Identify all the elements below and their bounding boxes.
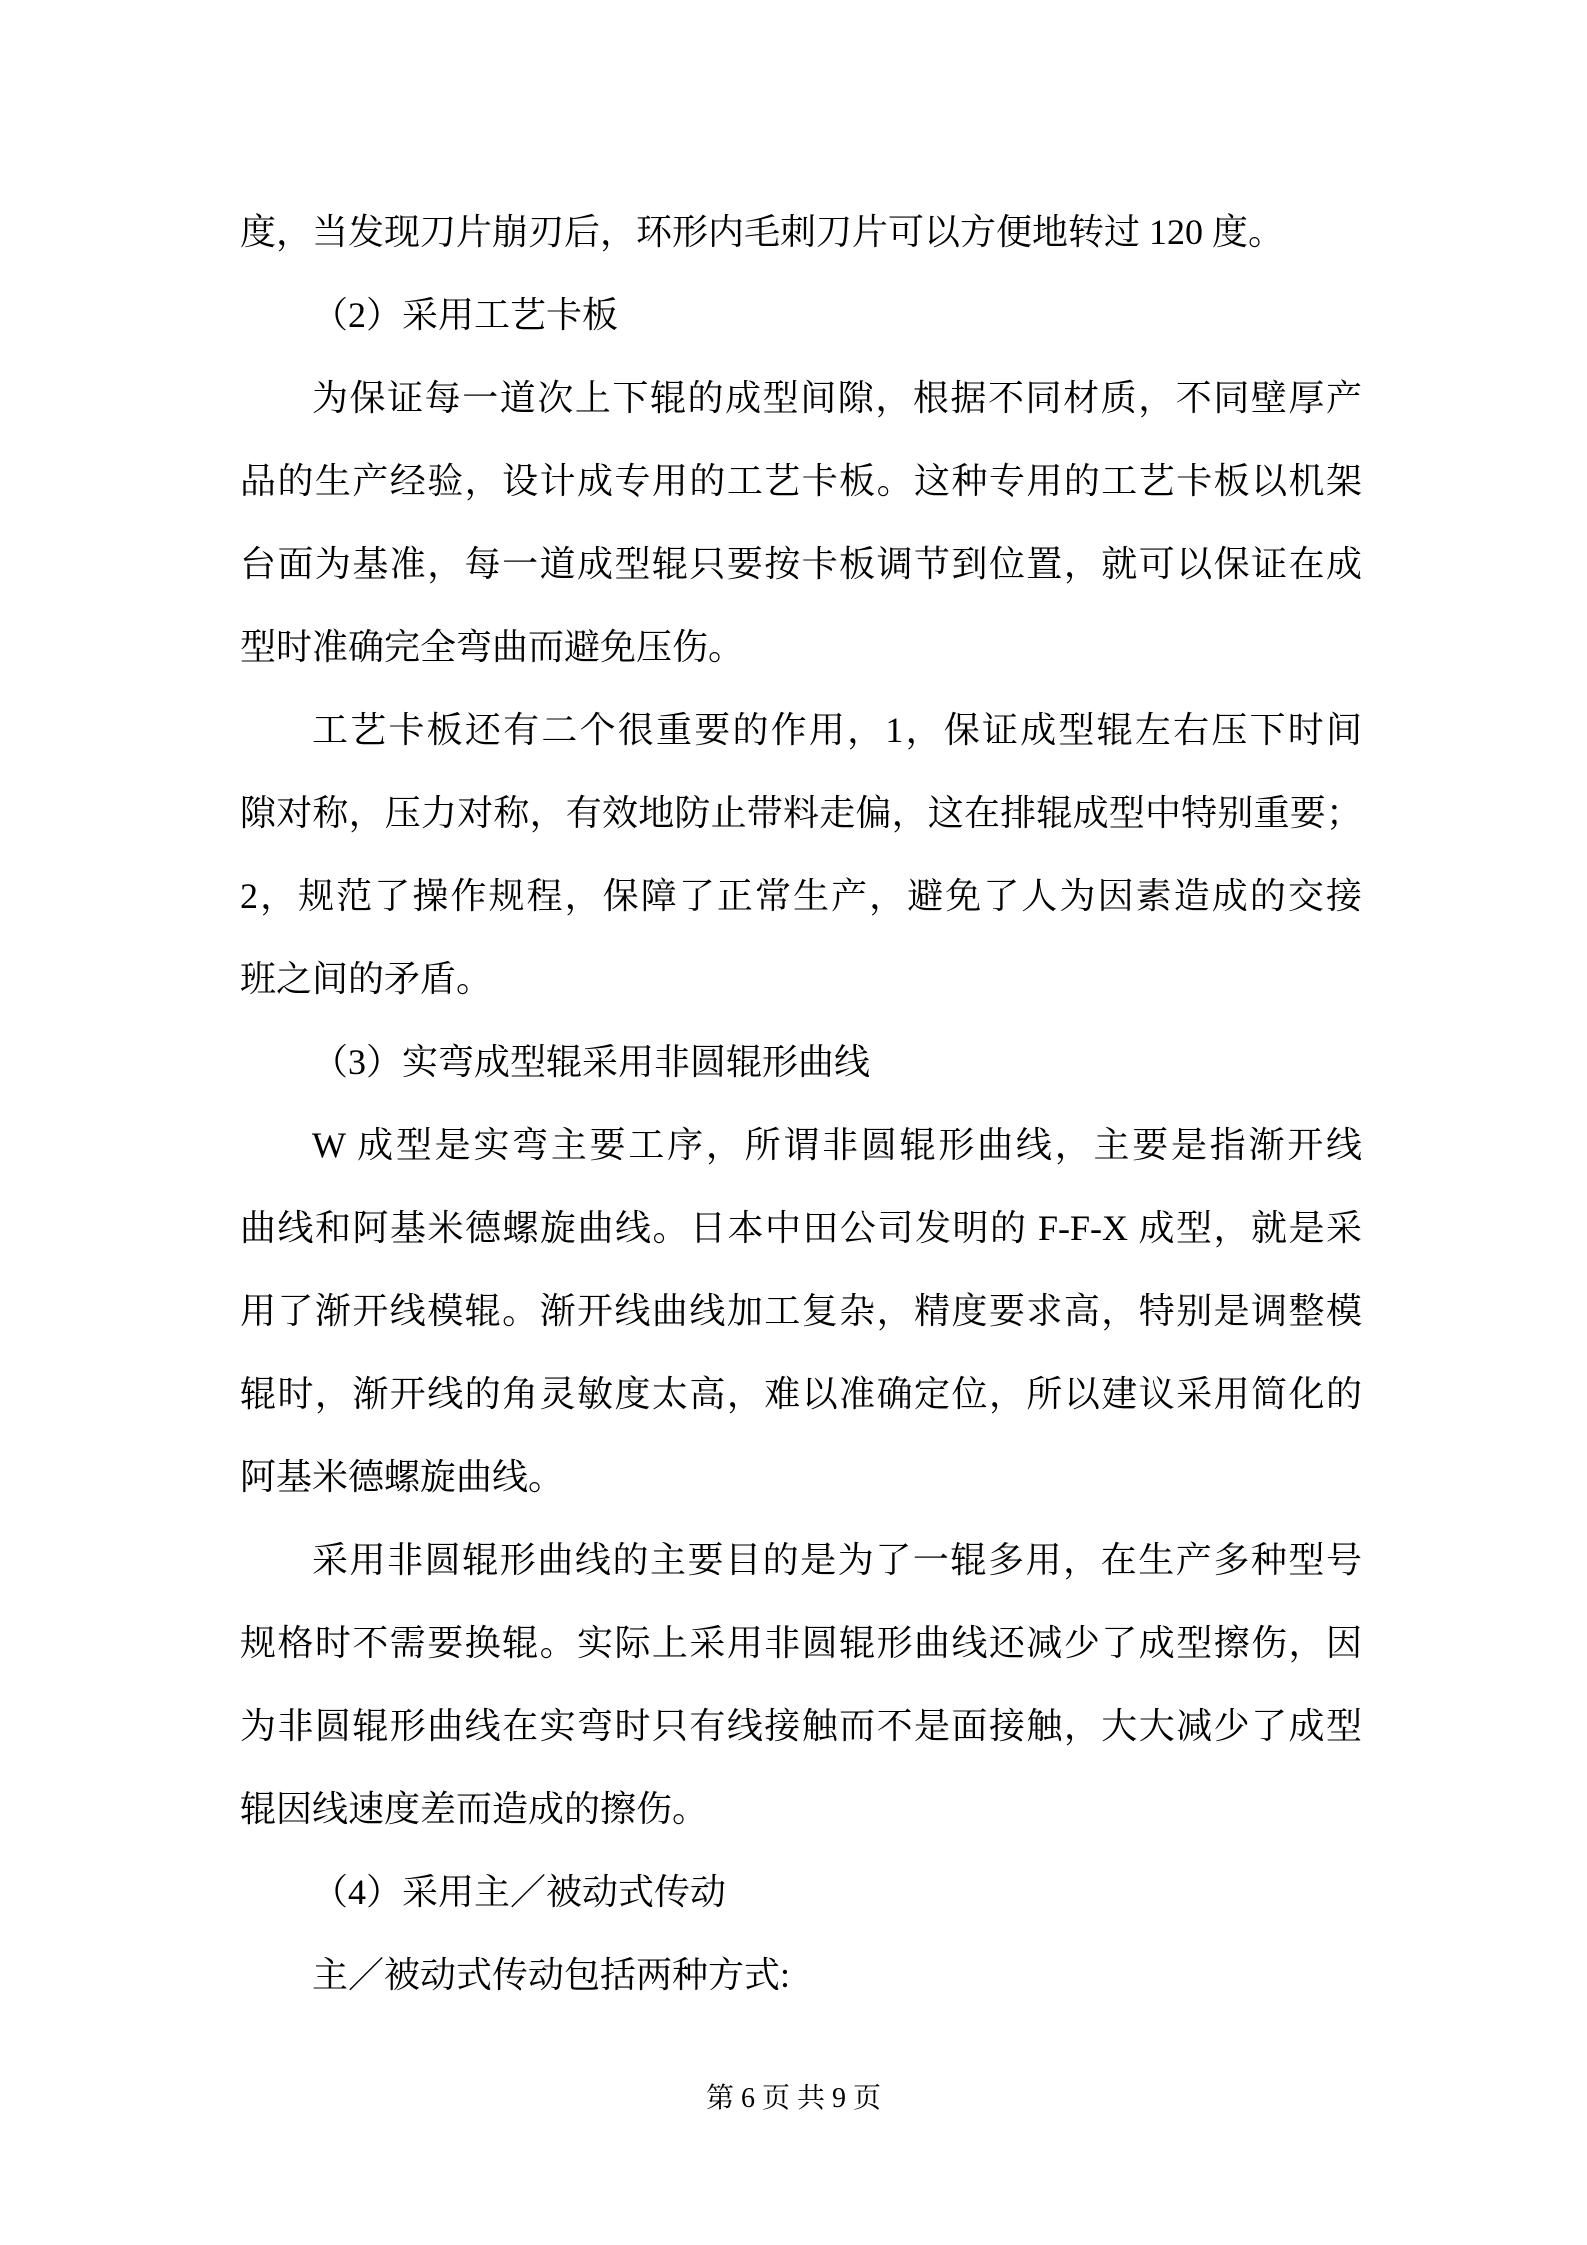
text-line: 为保证每一道次上下辊的成型间隙，根据不同材质，不同壁厚产	[312, 378, 1362, 418]
text-line: 规格时不需要换辊。实际上采用非圆辊形曲线还减少了成型擦伤，因	[240, 1623, 1362, 1663]
text-line: W 成型是实弯主要工序，所谓非圆辊形曲线，主要是指渐开线	[312, 1125, 1362, 1165]
text-line: 用了渐开线模辊。渐开线曲线加工复杂，精度要求高，特别是调整模	[240, 1291, 1362, 1331]
text-line: 主／被动式传动包括两种方式:	[312, 1955, 791, 1995]
text-line: 品的生产经验，设计成专用的工艺卡板。这种专用的工艺卡板以机架	[240, 461, 1362, 501]
text-line: 辊因线速度差而造成的擦伤。	[240, 1789, 709, 1829]
text-line: 为非圆辊形曲线在实弯时只有线接触而不是面接触，大大减少了成型	[240, 1706, 1362, 1746]
text-line: 2，规范了操作规程，保障了正常生产，避免了人为因素造成的交接	[240, 876, 1362, 916]
text-line-heading: （3）实弯成型辊采用非圆辊形曲线	[312, 1042, 871, 1082]
page-footer	[0, 2082, 1587, 2116]
text-line: 采用非圆辊形曲线的主要目的是为了一辊多用，在生产多种型号	[312, 1540, 1362, 1580]
text-line: 台面为基准，每一道成型辊只要按卡板调节到位置，就可以保证在成	[240, 544, 1362, 584]
document-body	[240, 191, 1362, 2017]
text-line: 度，当发现刀片崩刃后，环形内毛刺刀片可以方便地转过 120 度。	[240, 212, 1285, 252]
text-line: 隙对称，压力对称，有效地防止带料走偏，这在排辊成型中特别重要；	[240, 793, 1362, 833]
text-line: 型时准确完全弯曲而避免压伤。	[240, 627, 745, 667]
text-line-heading: （2）采用工艺卡板	[312, 295, 619, 335]
text-line: 辊时，渐开线的角灵敏度太高，难以准确定位，所以建议采用简化的	[240, 1374, 1362, 1414]
text-line: 阿基米德螺旋曲线。	[240, 1457, 565, 1497]
text-line: 曲线和阿基米德螺旋曲线。日本中田公司发明的 F-F-X 成型，就是采	[240, 1208, 1362, 1248]
text-line: 班之间的矛盾。	[240, 959, 493, 999]
page-footer-text: 第 6 页 共 9 页	[705, 2083, 881, 2114]
text-line: 工艺卡板还有二个很重要的作用，1，保证成型辊左右压下时间	[312, 710, 1362, 750]
text-line-heading: （4）采用主／被动式传动	[312, 1872, 727, 1912]
